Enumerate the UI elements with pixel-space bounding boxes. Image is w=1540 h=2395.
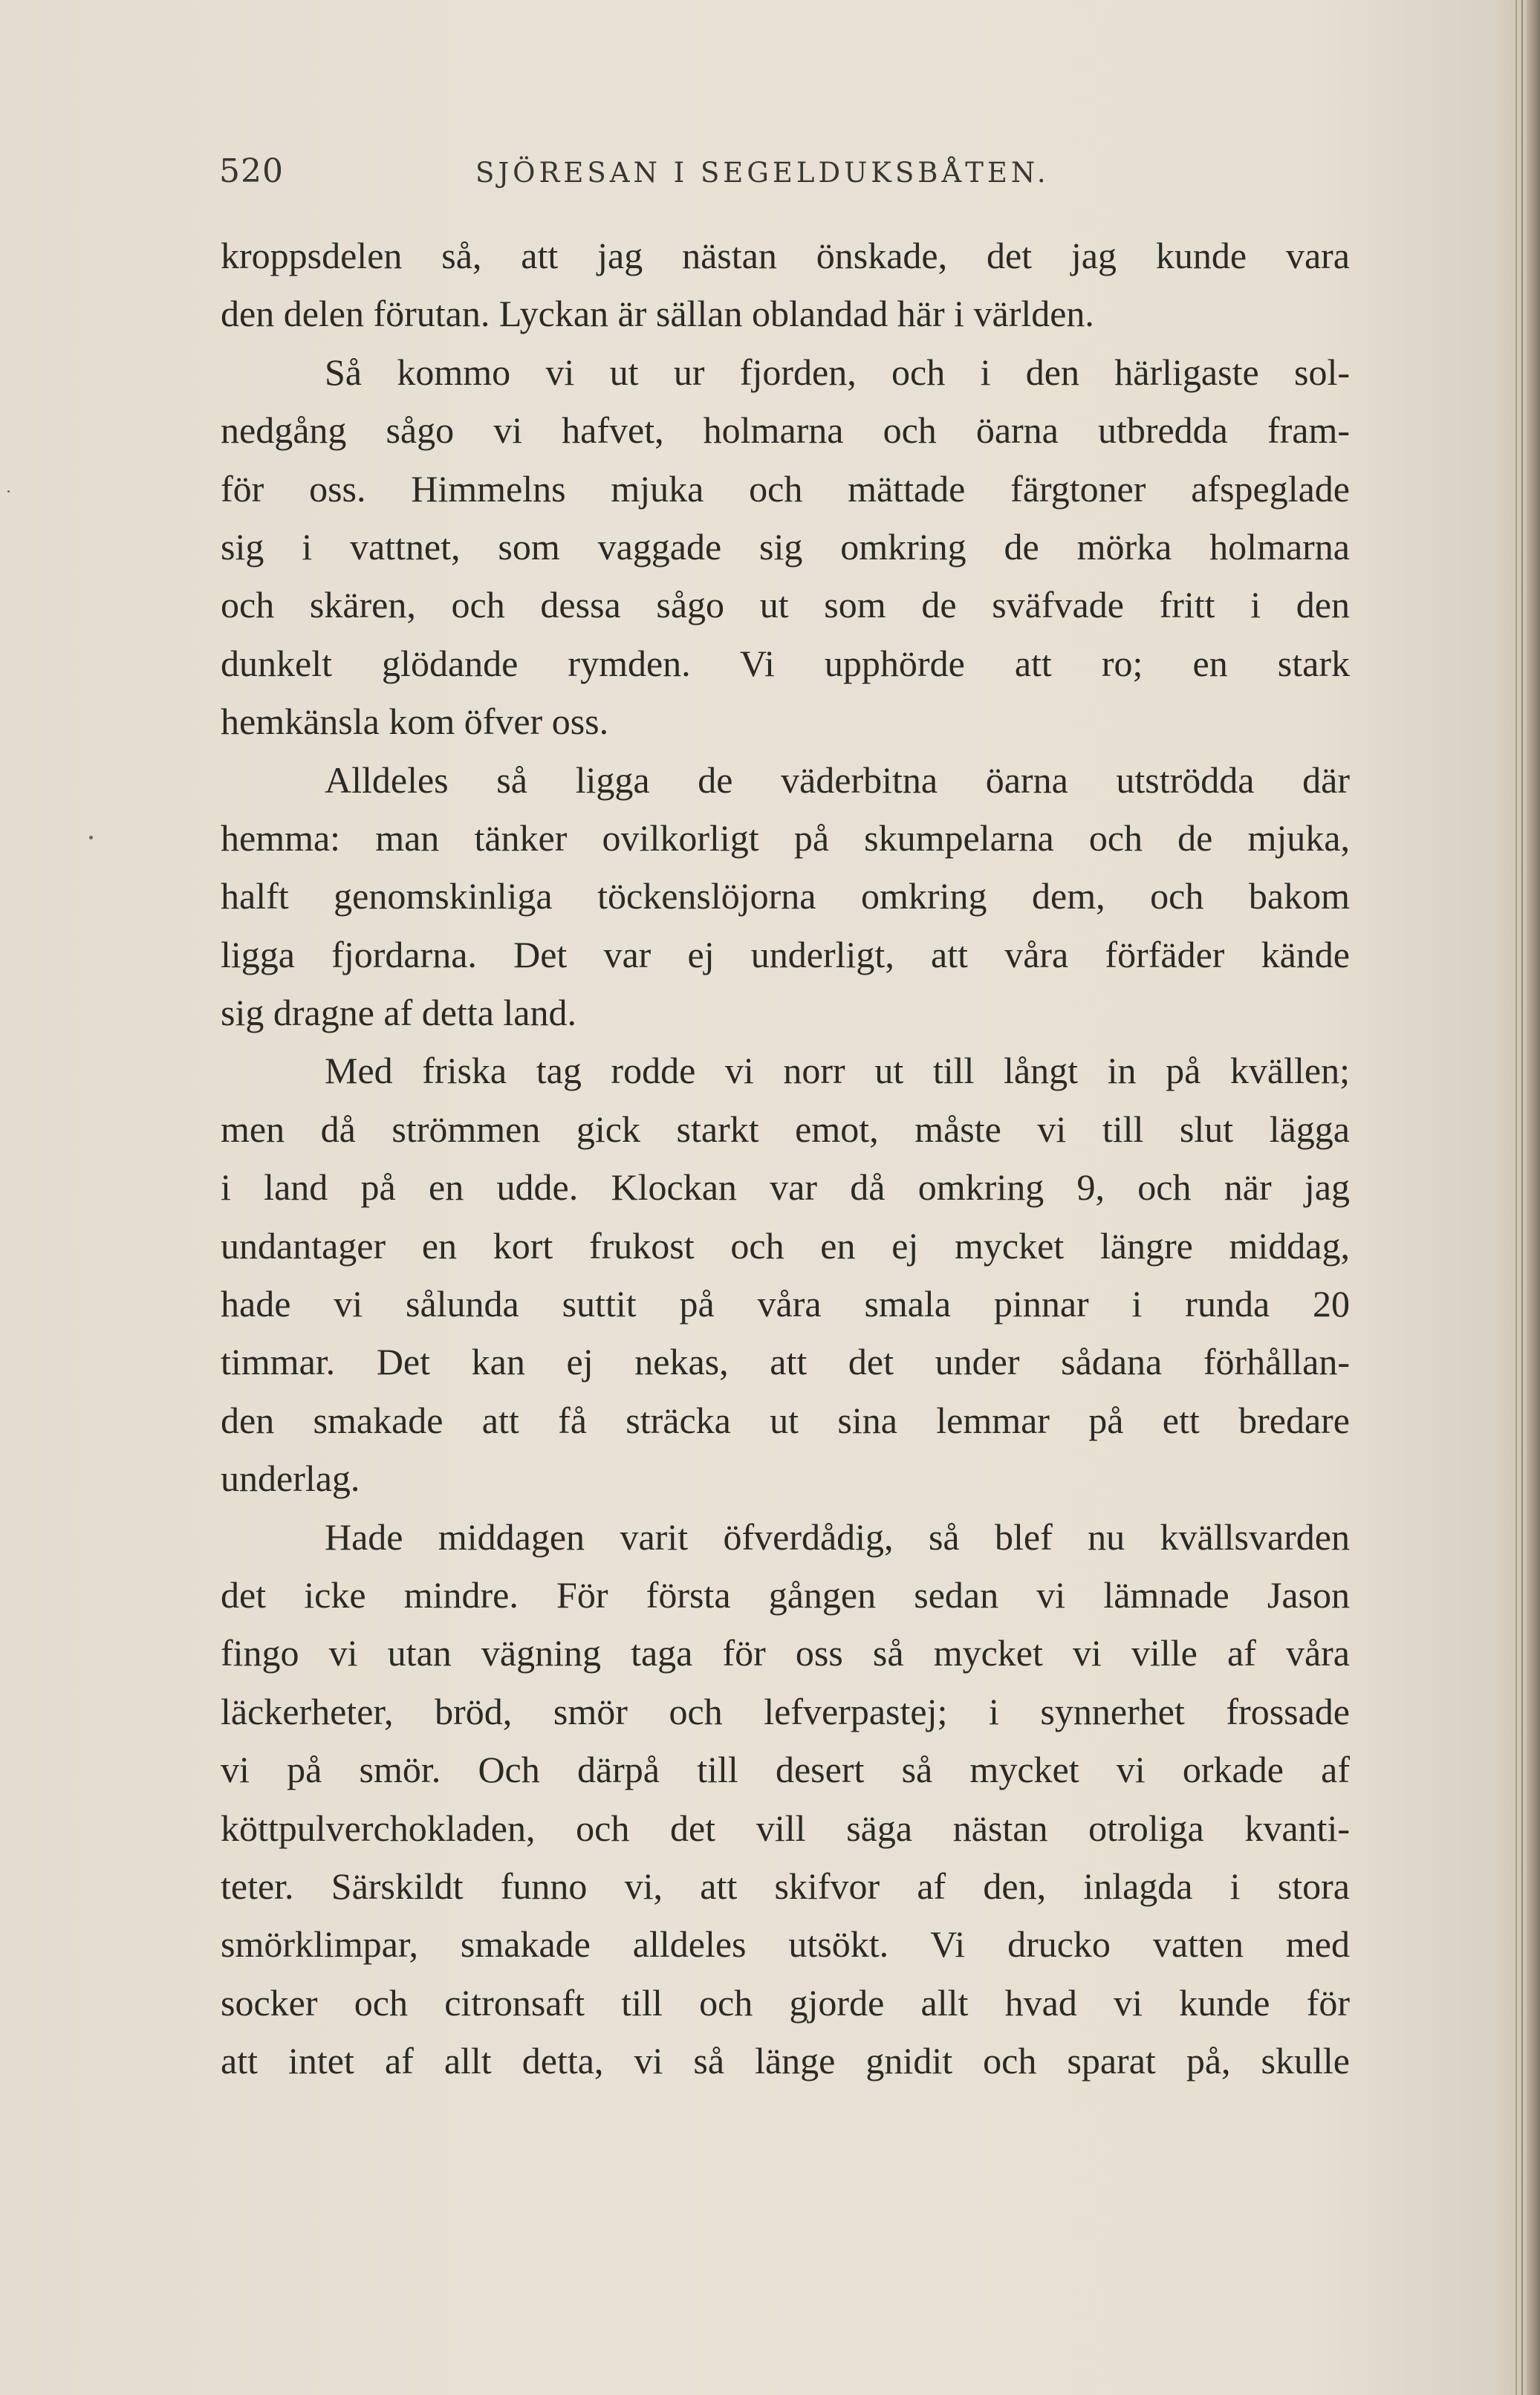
text-line: och skären, och dessa sågo ut som de sväfvade fritt i den (221, 584, 1350, 626)
paragraph-last-line: underlag. (221, 1458, 360, 1500)
text-line: hemma: man tänker ovilkorligt på skumpelarna och de mjuka, (221, 816, 1350, 859)
paragraph-last-line: hemkänsla kom öfver oss. (221, 701, 609, 743)
text-line: hade vi sålunda suttit på våra smala pinnar i runda 20 (221, 1283, 1350, 1325)
text-line: undantager en kort frukost och en ej mycket längre middag, (221, 1224, 1350, 1267)
text-line: den delen förutan. Lyckan är sällan oblandad här i världen. (221, 293, 1094, 335)
text-line: socker och citronsaft till och gjorde allt hvad vi kunde för (221, 1981, 1350, 2024)
text-line: vi på smör. Och därpå till desert så mycket vi orkade af (221, 1749, 1350, 1791)
paragraph-first-line: Med friska tag rodde vi norr ut till långt in på kvällen; (325, 1050, 1350, 1092)
text-line: för oss. Himmelns mjuka och mättade färgtoner afspeglade (221, 467, 1350, 510)
text-line: men då strömmen gick starkt emot, måste vi till slut lägga (221, 1108, 1350, 1150)
page-edge-shadow (1527, 0, 1540, 2395)
text-line: nedgång sågo vi hafvet, holmarna och öarna utbredda fram- (221, 409, 1350, 452)
text-line: i land på en udde. Klockan var då omkring 9, och när jag (221, 1166, 1350, 1209)
body-text (221, 227, 1350, 2090)
paragraph-first-line: Hade middagen varit öfverdådig, så blef nu kvällsvarden (325, 1515, 1350, 1558)
text-line: att intet af allt detta, vi så länge gnidit och sparat på, skulle (221, 2040, 1350, 2082)
paragraph-last-line: sig dragne af detta land. (221, 992, 576, 1034)
text-line: kroppsdelen så, att jag nästan önskade, det jag kunde vara (221, 235, 1350, 276)
text-line: smörklimpar, smakade alldeles utsökt. Vi drucko vatten med (221, 1923, 1350, 1966)
page-edge-line (1515, 0, 1517, 2395)
text-line: teter. Särskildt funno vi, att skifvor af den, inlagda i stora (221, 1865, 1350, 1907)
text-line: dunkelt glödande rymden. Vi upphörde att ro; en stark (221, 642, 1350, 684)
ink-speck (7, 490, 10, 493)
text-line: halft genomskinliga töckenslöjorna omkring dem, och bakom (221, 875, 1350, 917)
page-edge-line (1521, 0, 1523, 2395)
ink-speck (89, 836, 93, 839)
running-title: SJÖRESAN I SEGELDUKSBÅTEN. (475, 157, 1050, 189)
text-line: timmar. Det kan ej nekas, att det under sådana förhållan- (221, 1341, 1350, 1383)
page-header (219, 152, 1345, 197)
text-line: köttpulverchokladen, och det vill säga nästan otroliga kvanti- (221, 1807, 1350, 1849)
paragraph-first-line: Så kommo vi ut ur fjorden, och i den härligaste sol- (325, 351, 1350, 393)
text-line: sig i vattnet, som vaggade sig omkring de mörka holmarna (221, 525, 1350, 568)
text-line: den smakade att få sträcka ut sina lemmar på ett bredare (221, 1399, 1350, 1441)
text-line: det icke mindre. För första gången sedan vi lämnade Jason (221, 1573, 1350, 1616)
page-number: 520 (219, 152, 284, 190)
paragraph-first-line: Alldeles så ligga de väderbitna öarna utströdda där (325, 758, 1350, 801)
text-line: ligga fjordarna. Det var ej underligt, att våra förfäder kände (221, 933, 1350, 975)
text-line: läckerheter, bröd, smör och lefverpastej; i synnerhet frossade (221, 1690, 1350, 1732)
text-line: fingo vi utan vägning taga för oss så mycket vi ville af våra (221, 1632, 1350, 1674)
